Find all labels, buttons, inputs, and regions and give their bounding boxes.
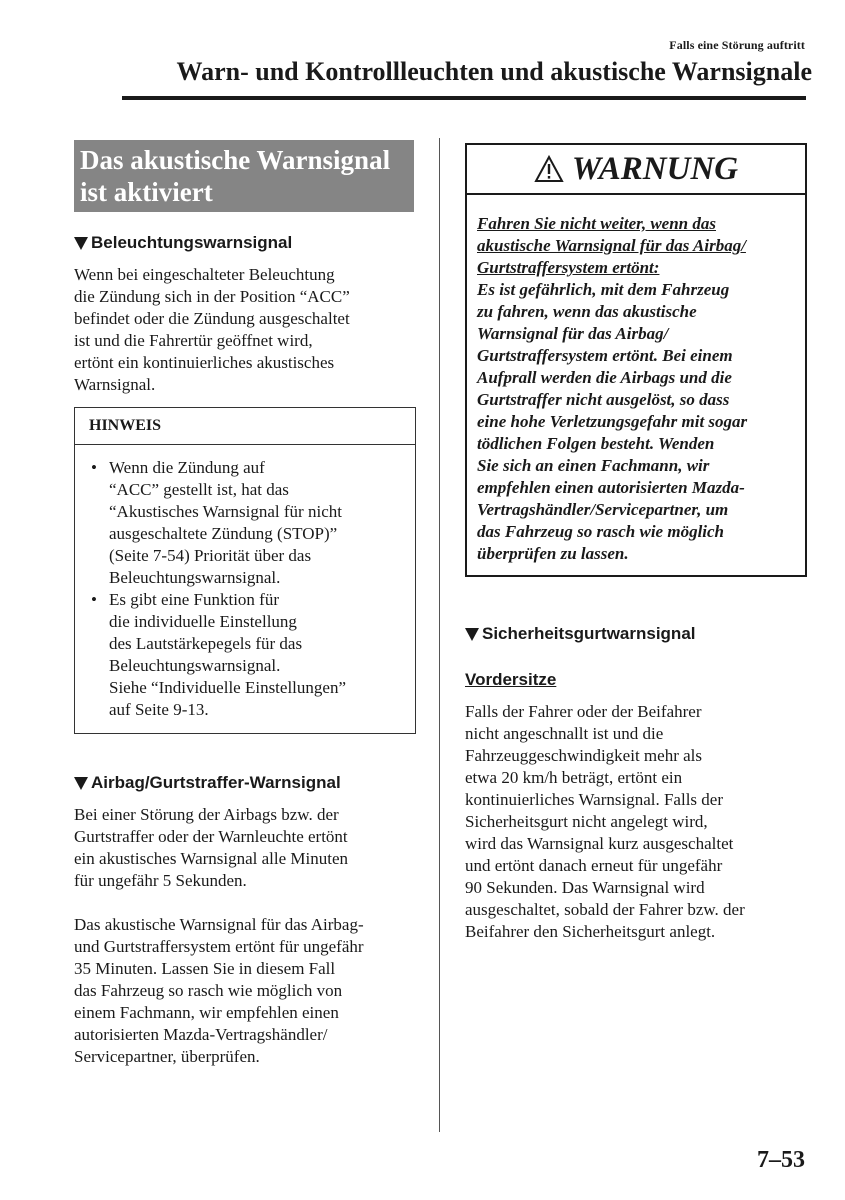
hinweis-box: [74, 407, 416, 734]
hinweis-body: [75, 445, 415, 733]
airbag-paragraph-1: Bei einer Störung der Airbags bzw. der Gurtstraffer oder der Warnleuchte ertönt ein akustisches Warnsignal alle Minuten für ungefähr 5 Sekunden.: [74, 805, 349, 890]
warning-triangle-icon: [534, 155, 564, 183]
subheading-airbag: [74, 772, 416, 794]
subheading-gurt: [465, 623, 807, 645]
header-rule: [122, 96, 806, 100]
subheading-beleuchtung-label: Beleuchtungswarnsignal: [91, 233, 293, 252]
hinweis-item: [89, 457, 401, 589]
subheading-beleuchtung: [74, 232, 416, 254]
section-title: Das akustische Warnsignal ist aktiviert: [74, 140, 414, 212]
subheading-vordersitze: Vordersitze: [465, 670, 557, 689]
section-label: Falls eine Störung auftritt: [669, 38, 805, 52]
warning-title: WARNUNG: [571, 150, 739, 187]
warning-lead: Fahren Sie nicht weiter, wenn das akustische Warnsignal für das Airbag/ Gurtstraffersystem ertönt:: [477, 214, 746, 277]
bullet-icon: •: [91, 458, 97, 477]
warning-text: Es ist gefährlich, mit dem Fahrzeug zu fahren, wenn das akustische Warnsignal für das Airbag/ Gurtstraffersystem ertönt. Bei einem Aufprall werden die Airbags und die Gurtstraffer nicht ausgelöst, so dass eine hohe Verletzungsgefahr mit sogar tödlichen Folgen besteht. Wenden Sie sich an einen Fachmann, wir empfehlen einen autorisierten Mazda- Vertragshändler/Servicepartner, um das Fahrzeug so rasch wie möglich überprüfen zu lassen.: [477, 280, 748, 563]
warning-body: [467, 195, 805, 575]
gurt-text: Falls der Fahrer oder der Beifahrer nicht angeschnallt ist und die Fahrzeuggeschwindigkeit mehr als etwa 20 km/h beträgt, ertönt ein kontinuierliches Warnsignal. Falls der Sicherheitsgurt nicht angelegt wird, wird das Warnsignal kurz ausgeschaltet und ertönt danach erneut für ungefähr 90 Sekunden. Das Warnsignal wird ausgeschaltet, sobald der Fahrer bzw. der Beifahrer den Sicherheitsgurt anlegt.: [465, 702, 745, 941]
page-number: 7–53: [757, 1147, 805, 1173]
subheading-gurt-label: Sicherheitsgurtwarnsignal: [482, 624, 696, 643]
airbag-paragraph-2: Das akustische Warnsignal für das Airbag- und Gurtstraffersystem ertönt für ungefähr 35 Minuten. Lassen Sie in diesem Fall das Fahrzeug so rasch wie möglich von einem Fachmann, wir empfehlen einen autorisierten Mazda-Vertragshändler/ Servicepartner, überprüfen.: [74, 915, 364, 1066]
page-title: Warn- und Kontrollleuchten und akustische Warnsignale: [176, 57, 812, 86]
hinweis-item-text: Es gibt eine Funktion für die individuelle Einstellung des Lautstärkepegels für das Beleuchtungswarnsignal. Siehe “Individuelle Einstellungen” auf Seite 9-13.: [109, 590, 346, 719]
bullet-icon: •: [91, 590, 97, 609]
triangle-down-icon: [465, 628, 479, 641]
warning-header: [467, 145, 805, 195]
subheading-airbag-label: Airbag/Gurtstraffer-Warnsignal: [91, 773, 341, 792]
right-column: [465, 143, 807, 943]
hinweis-title: HINWEIS: [75, 408, 415, 445]
hinweis-item-text: Wenn die Zündung auf “ACC” gestellt ist, hat das “Akustisches Warnsignal für nicht ausgeschaltete Zündung (STOP)” (Seite 7-54) Priorität über das Beleuchtungswarnsignal.: [109, 458, 342, 587]
column-divider: [439, 138, 440, 1132]
warning-box: [465, 143, 807, 577]
left-column: [74, 140, 416, 1068]
hinweis-item: [89, 589, 401, 721]
triangle-down-icon: [74, 777, 88, 790]
triangle-down-icon: [74, 237, 88, 250]
beleuchtung-text: Wenn bei eingeschalteter Beleuchtung die Zündung sich in der Position “ACC” befindet oder die Zündung ausgeschaltet ist und die Fahrertür geöffnet wird, ertönt ein kontinuierliches akustisches Warnsignal.: [74, 265, 350, 394]
